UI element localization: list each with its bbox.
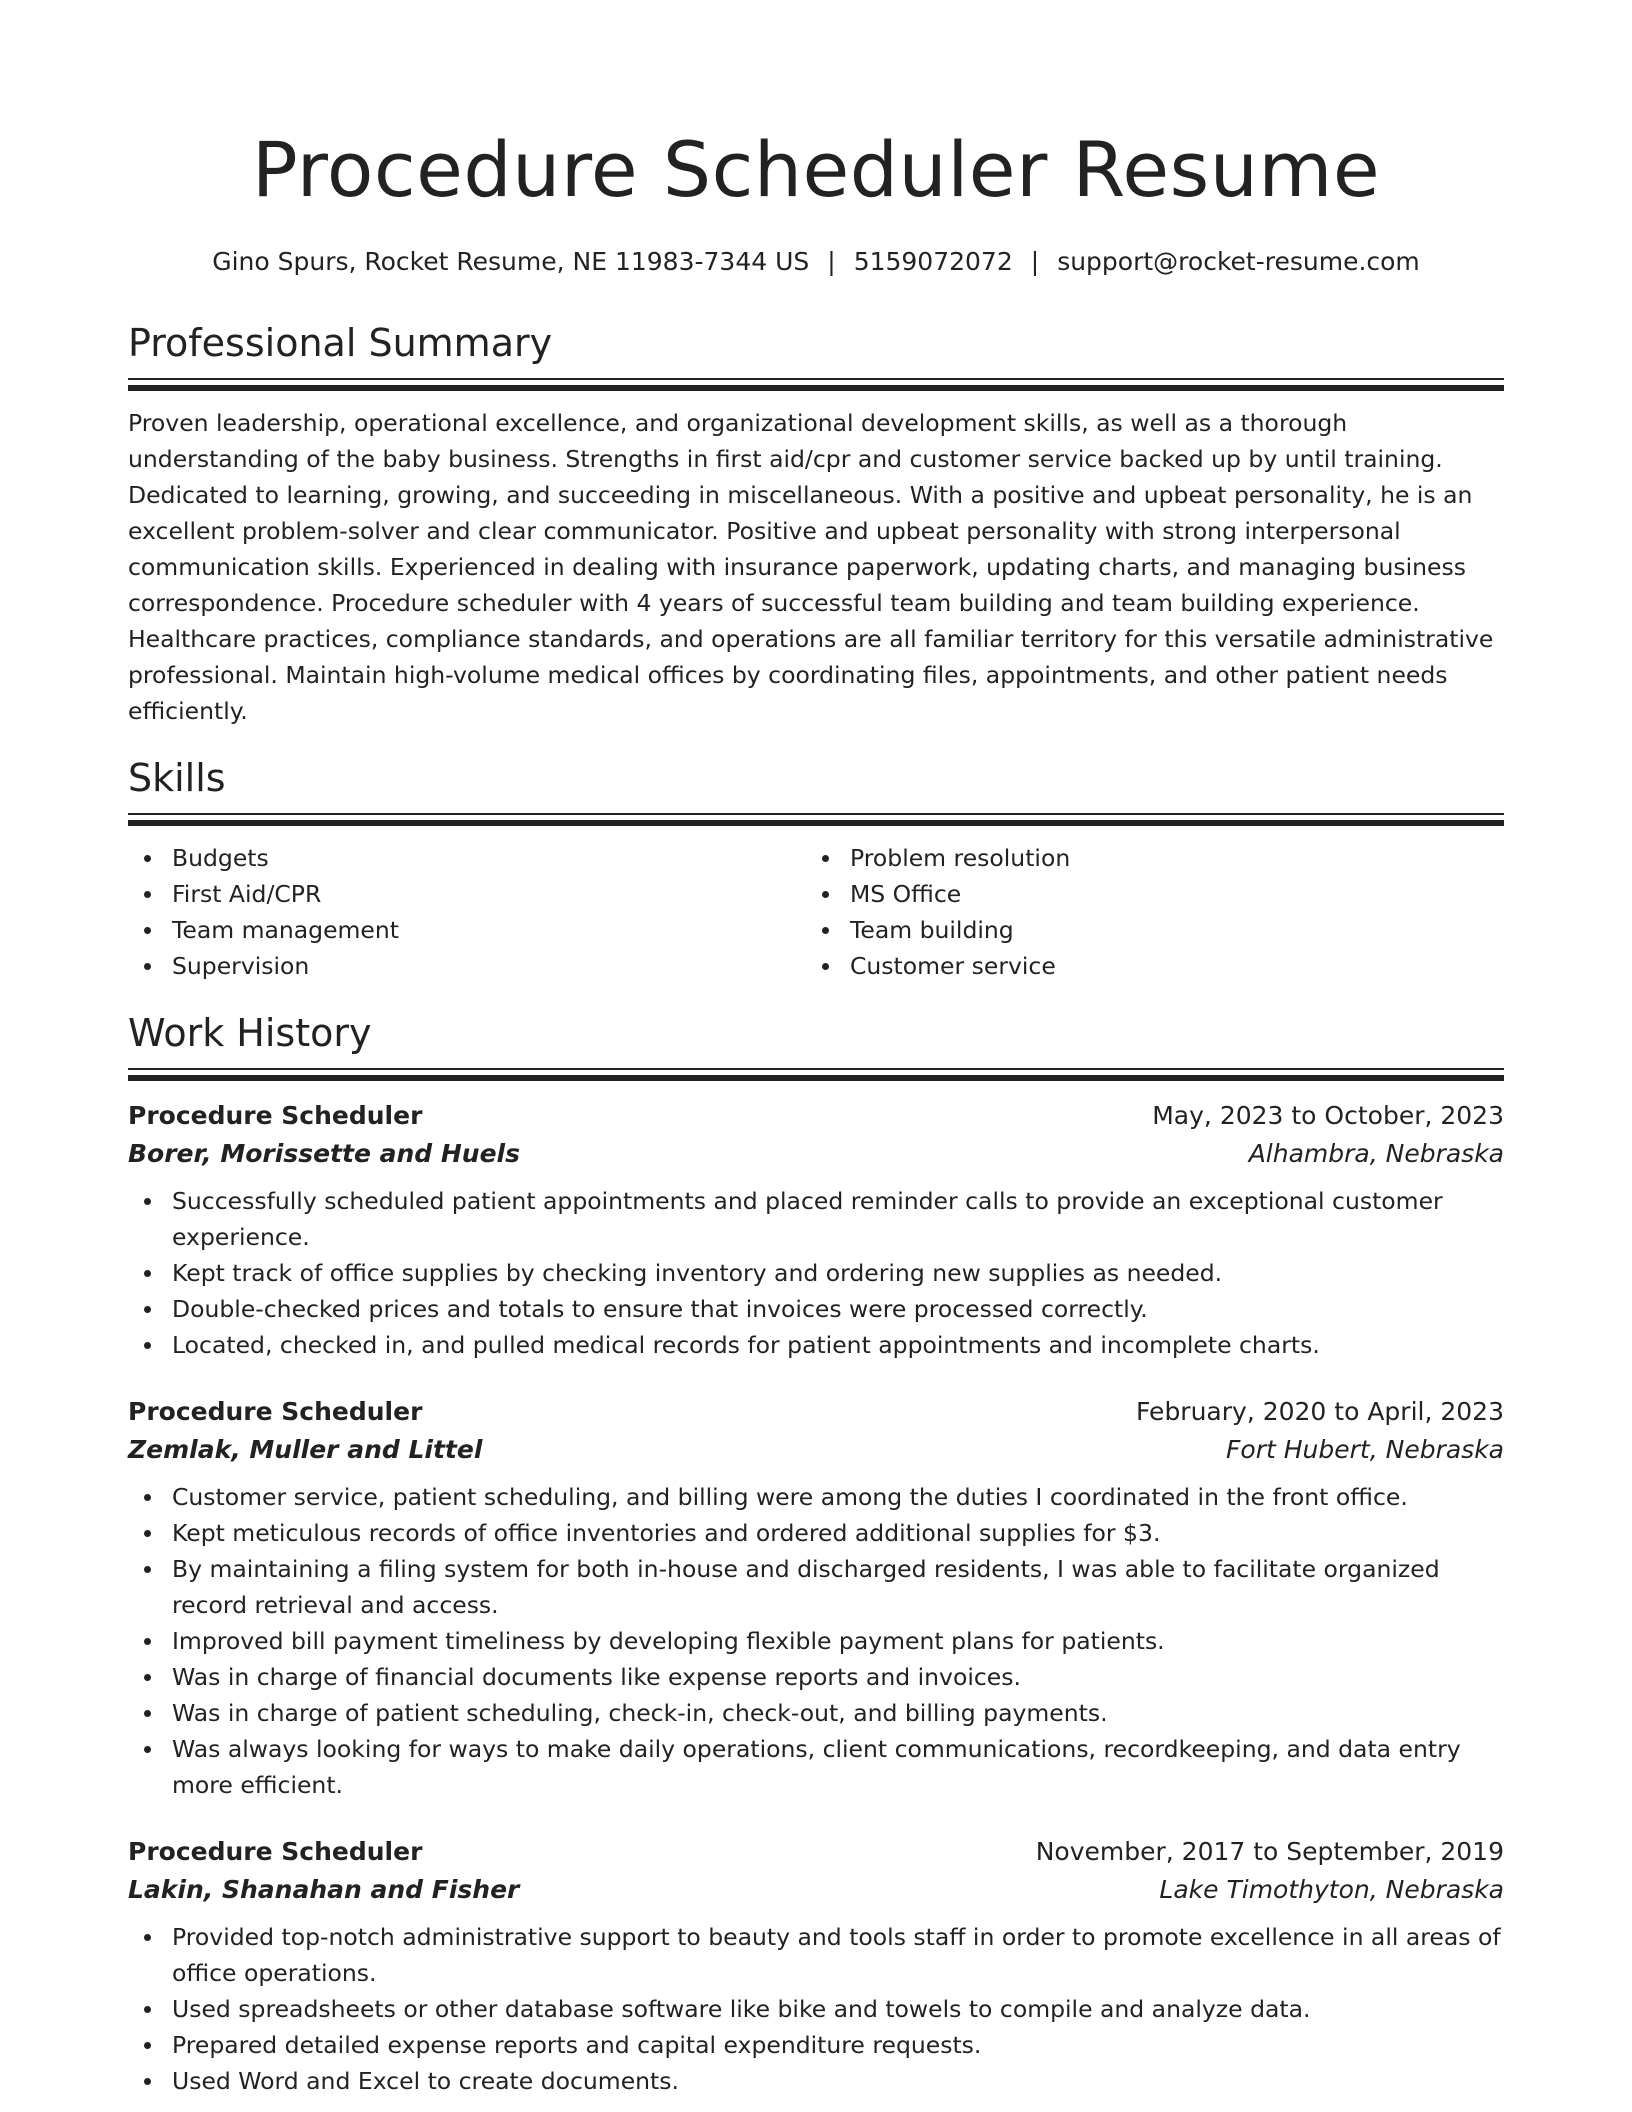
job-duties-list (128, 1919, 1504, 2099)
work-history-heading: Work History (128, 1011, 372, 1055)
job-company: Zemlak, Muller and Littel (128, 1435, 483, 1464)
job-employer-row (128, 1871, 1504, 1909)
job-duty-item: Used Word and Excel to create documents. (172, 2063, 1504, 2099)
section-divider (128, 1068, 1504, 1081)
contact-address: Gino Spurs, Rocket Resume, NE 11983-7344 US (212, 247, 810, 276)
job-entry (128, 1833, 1504, 2099)
resume-title: Procedure Scheduler Resume (251, 125, 1381, 214)
skills-column-left (128, 840, 806, 984)
contact-separator: | (827, 247, 836, 276)
skills-section (128, 755, 1504, 984)
job-duty-item: Provided top-notch administrative support to beauty and tools staff in order to promote excellence in all areas of office operations. (172, 1919, 1504, 1991)
job-header-row (128, 1833, 1504, 1871)
job-duty-item: Was in charge of financial documents like expense reports and invoices. (172, 1659, 1504, 1695)
summary-section (128, 320, 1504, 729)
skill-item: Problem resolution (850, 840, 1484, 876)
section-divider (128, 378, 1504, 391)
contact-line (128, 246, 1504, 278)
skill-item: Customer service (850, 948, 1484, 984)
job-dates: February, 2020 to April, 2023 (1136, 1397, 1504, 1426)
skill-item: Team management (172, 912, 806, 948)
job-duty-item: Double-checked prices and totals to ensure that invoices were processed correctly. (172, 1291, 1504, 1327)
job-title: Procedure Scheduler (128, 1101, 423, 1130)
skills-column-right (806, 840, 1484, 984)
skill-item: First Aid/CPR (172, 876, 806, 912)
job-duties-list (128, 1183, 1504, 1363)
job-employer-row (128, 1431, 1504, 1469)
job-duty-item: Prepared detailed expense reports and capital expenditure requests. (172, 2027, 1504, 2063)
job-duty-item: Improved bill payment timeliness by developing flexible payment plans for patients. (172, 1623, 1504, 1659)
work-history-section (128, 1010, 1504, 2099)
job-company: Lakin, Shanahan and Fisher (128, 1875, 520, 1904)
job-duties-list (128, 1479, 1504, 1803)
job-company: Borer, Morissette and Huels (128, 1139, 520, 1168)
job-duty-item: Kept meticulous records of office inventories and ordered additional supplies for $3. (172, 1515, 1504, 1551)
job-duty-item: By maintaining a filing system for both in-house and discharged residents, I was able to facilitate organized record retrieval and access. (172, 1551, 1504, 1623)
job-dates: May, 2023 to October, 2023 (1152, 1101, 1504, 1130)
skill-item: Team building (850, 912, 1484, 948)
contact-phone: 5159072072 (853, 247, 1013, 276)
job-employer-row (128, 1135, 1504, 1173)
skill-item: MS Office (850, 876, 1484, 912)
job-title: Procedure Scheduler (128, 1837, 423, 1866)
section-divider (128, 813, 1504, 826)
job-location: Lake Timothyton, Nebraska (1159, 1875, 1504, 1904)
skills-heading: Skills (128, 756, 226, 800)
job-duty-item: Located, checked in, and pulled medical records for patient appointments and incomplete charts. (172, 1327, 1504, 1363)
contact-separator: | (1030, 247, 1040, 276)
skill-item: Supervision (172, 948, 806, 984)
job-duty-item: Was in charge of patient scheduling, check-in, check-out, and billing payments. (172, 1695, 1504, 1731)
skills-grid (128, 840, 1504, 984)
job-dates: November, 2017 to September, 2019 (1035, 1837, 1504, 1866)
skill-item: Budgets (172, 840, 806, 876)
job-duty-item: Customer service, patient scheduling, and billing were among the duties I coordinated in the front office. (172, 1479, 1504, 1515)
job-entry (128, 1097, 1504, 1363)
job-header-row (128, 1097, 1504, 1135)
job-duty-item: Kept track of office supplies by checking inventory and ordering new supplies as needed. (172, 1255, 1504, 1291)
summary-heading: Professional Summary (128, 321, 553, 365)
contact-email: support@rocket-resume.com (1057, 247, 1420, 276)
job-duty-item: Was always looking for ways to make daily operations, client communications, recordkeeping, and data entry more efficient. (172, 1731, 1504, 1803)
job-title: Procedure Scheduler (128, 1397, 423, 1426)
summary-text: Proven leadership, operational excellence, and organizational development skills, as well as a thorough understanding of the baby business. Strengths in first aid/cpr and customer service backed up by until training. Dedicated to learning, growing, and succeeding in miscellaneous. With a positive and upbeat personality, he is an excellent problem-solver and clear communicator. Positive and upbeat personality with strong interpersonal communication skills. Experienced in dealing with insurance paperwork, updating charts, and managing business correspondence. Procedure scheduler with 4 years of successful team building and team building experience. Healthcare practices, compliance standards, and operations are all familiar territory for this versatile administrative professional. Maintain high-volume medical offices by coordinating files, appointments, and other patient needs efficiently. (128, 409, 1494, 725)
job-location: Alhambra, Nebraska (1248, 1139, 1504, 1168)
job-entry (128, 1393, 1504, 1803)
job-duty-item: Used spreadsheets or other database software like bike and towels to compile and analyze data. (172, 1991, 1504, 2027)
job-location: Fort Hubert, Nebraska (1226, 1435, 1504, 1464)
job-duty-item: Successfully scheduled patient appointments and placed reminder calls to provide an exceptional customer experience. (172, 1183, 1504, 1255)
job-header-row (128, 1393, 1504, 1431)
